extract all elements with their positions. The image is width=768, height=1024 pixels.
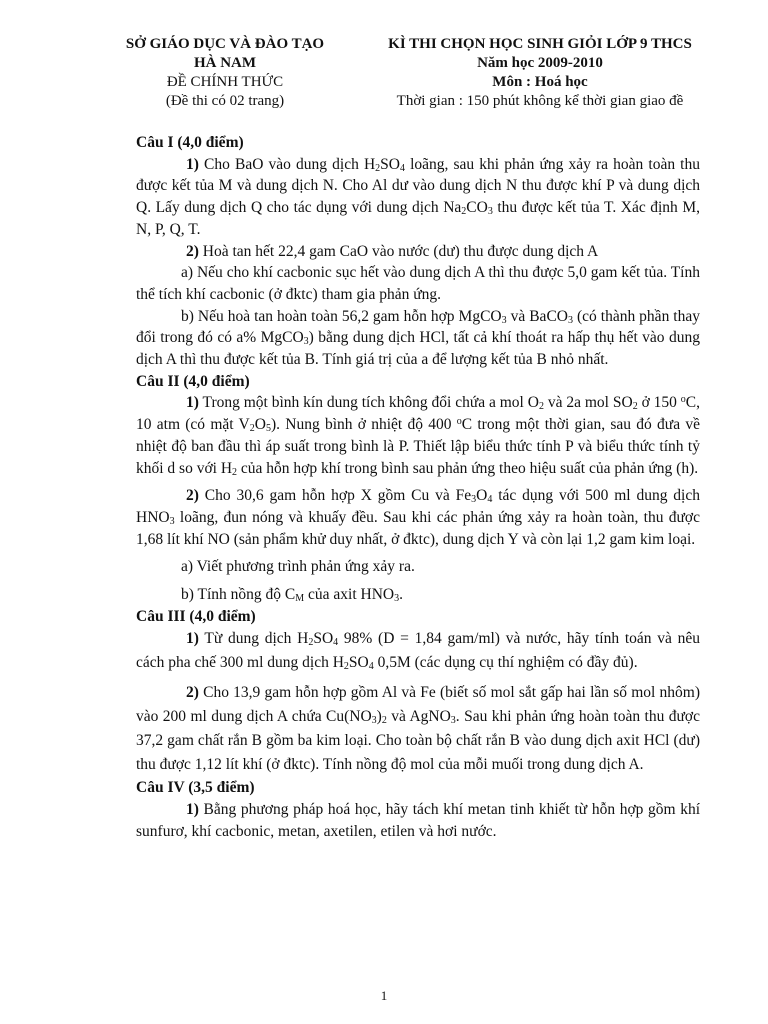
time-limit: Thời gian : 150 phút không kể thời gian giao đề xyxy=(396,93,684,109)
province-name: HÀ NAM xyxy=(193,55,257,71)
question-4-title: Câu IV (3,5 điểm) xyxy=(136,779,255,797)
exam-title: KÌ THI CHỌN HỌC SINH GIỎI LỚP 9 THCS xyxy=(388,36,692,52)
question-3-title: Câu III (4,0 điểm) xyxy=(136,607,256,625)
question-2-part-2b: b) Tính nồng độ $C_M$ của axit $HNO_3$. xyxy=(181,586,403,605)
school-year: Năm học 2009-2010 xyxy=(477,55,603,71)
question-2-part-2: 2) Cho 30,6 gam hỗn hợp X gồm Cu và $Fe_3O_4$ tác dụng với 500 ml dung dịch $HNO_3$ loãng, đun nóng và khuấy đều. Sau khi các phản ứng xảy ra hoàn toàn, thu được 1,68 lít khí NO (sản phẩm khử duy nhất, ở đktc), dung dịch Y và còn lại 1,2 gam kim loại. xyxy=(136,487,700,548)
question-1-part-2: 2) Hoà tan hết 22,4 gam CaO vào nước (dư) thu được dung dịch A xyxy=(186,242,599,260)
page-number: 1 xyxy=(380,988,388,1003)
question-1-part-2b: b) Nếu hoà tan hoàn toàn 56,2 gam hỗn hợp MgCO$_3$ và BaCO$_3$ (có thành phần thay đổi trong đó có a% MgCO$_3$) bằng dung dịch HCl, tất cả khí thoát ra hấp thụ hết vào dung dịch A thì thu được kết tủa B. Tính giá trị của a để lượng kết tủa B nhỏ nhất. xyxy=(136,307,700,369)
question-1-title: Câu I (4,0 điểm) xyxy=(136,134,244,151)
official-label: ĐỀ CHÍNH THỨC xyxy=(166,74,284,90)
header-left xyxy=(100,35,350,111)
question-3-part-1: 1) Từ dung dịch $H_2SO_4$ 98% (D = 1,84 gam/ml) và nước, hãy tính toán và nêu cách pha chế 300 ml dung dịch $H_2SO_4$ 0,5M (các dụng cụ thí nghiệm có đầy đủ). xyxy=(136,630,701,673)
subject: Môn : Hoá học xyxy=(492,74,588,90)
question-4-part-1: 1) Bằng phương pháp hoá học, hãy tách khí metan tinh khiết từ hỗn hợp gồm khí sunfurơ, khí cacbonic, metan, axetilen, etilen và hơi nước. xyxy=(136,801,700,840)
question-1-part-2a: a) Nếu cho khí cacbonic sục hết vào dung dịch A thì thu được 5,0 gam kết tủa. Tính thể tích khí cacbonic (ở đktc) tham gia phản ứng. xyxy=(136,264,700,303)
question-2-part-2a: a) Viết phương trình phản ứng xảy ra. xyxy=(181,558,415,576)
question-1-part-1: 1) Cho BaO vào dung dịch $H_2SO_4$ loãng, sau khi phản ứng xảy ra hoàn toàn thu được kết tủa M và dung dịch N. Cho Al dư vào dung dịch N thu được khí P và dung dịch Q. Lấy dung dịch Q cho tác dụng với dung dịch $Na_2CO_3$ thu được kết tủa T. Xác định M, N, P, Q, T. xyxy=(136,155,700,238)
header-right xyxy=(360,35,720,111)
exam-body xyxy=(136,132,700,843)
department-name: SỞ GIÁO DỤC VÀ ĐÀO TẠO xyxy=(125,36,325,52)
question-2-part-1: 1) Trong một bình kín dung tích không đổi chứa a mol $O_2$ và 2a mol $SO_2$ ở 150 $^o$C, 10 atm (có mặt $V_2O_5$). Nung bình ở nhiệt độ 400 $^o$C trong một thời gian, sau đó đưa về nhiệt độ ban đầu thì áp suất trong bình là P. Thiết lập biểu thức tính P và biểu thức tính tỷ khối d so với $H_2$ của hỗn hợp khí trong bình sau phản ứng theo hiệu suất của phản ứng (h). xyxy=(136,394,701,478)
question-3-part-2: 2) Cho 13,9 gam hỗn hợp gồm Al và Fe (biết số mol sắt gấp hai lần số mol nhôm) vào 200 ml dung dịch A chứa $Cu(NO_3)_2$ và AgNO$_3$. Sau khi phản ứng hoàn toàn thu được 37,2 gam chất rắn B gồm ba kim loại. Cho toàn bộ chất rắn B vào dung dịch axit HCl (dư) thu được 1,12 lít khí (ở đktc). Tính nồng độ mol của mỗi muối trong dung dịch A. xyxy=(136,684,700,774)
question-2-title: Câu II (4,0 điểm) xyxy=(136,372,250,390)
page-count-note: (Đề thi có 02 trang) xyxy=(165,93,285,109)
